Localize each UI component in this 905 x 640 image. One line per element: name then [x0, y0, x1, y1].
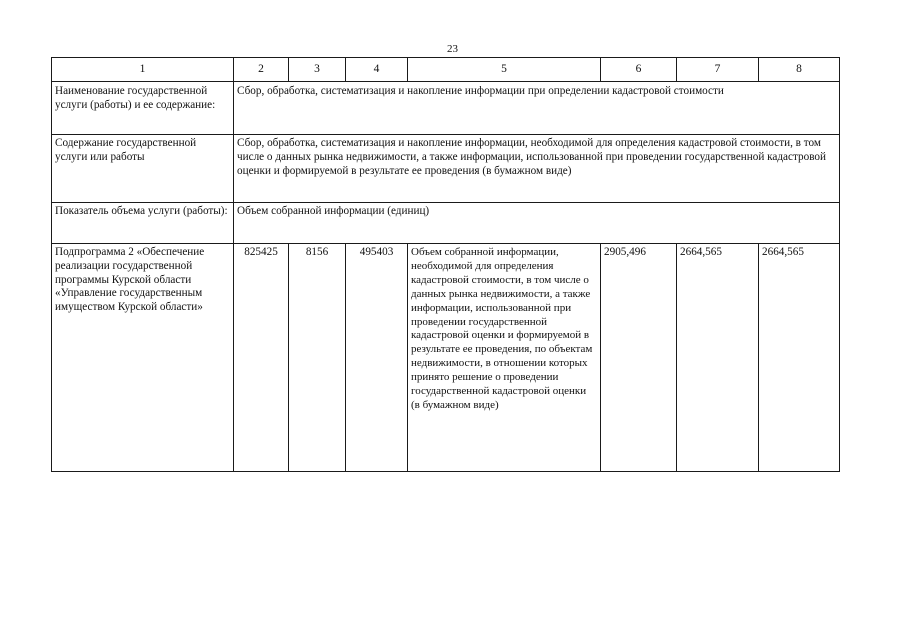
cell-col-3: 8156 [289, 244, 346, 472]
row-value: Сбор, обработка, систематизация и накопление информации при определении кадастровой стоимости [234, 82, 840, 135]
cell-col-2: 825425 [234, 244, 289, 472]
row-label: Содержание государственной услуги или работы [52, 135, 234, 203]
header-cell: 1 [52, 58, 234, 82]
page-number: 23 [447, 43, 458, 55]
table-row-subprogram [52, 244, 840, 472]
row-value: Объем собранной информации (единиц) [234, 203, 840, 244]
cell-col-6: 2905,496 [601, 244, 677, 472]
row-label: Показатель объема услуги (работы): [52, 203, 234, 244]
cell-col-5-description: Объем собранной информации, необходимой для определения кадастровой стоимости, в том числе о данных рынка недвижимости, а также информации, использованной при проведении государственной кадастровой оценки и формируемой в результате ее проведения, по объектам недвижимости, в отношении которых принято решение о проведении государственной кадастровой оценки (в бумажном виде) [408, 244, 601, 472]
row-value: Сбор, обработка, систематизация и накопление информации, необходимой для определения кадастровой стоимости, в том числе о данных рынка недвижимости, а также информации, использованной при проведении государственной кадастровой оценки и формируемой в результате ее проведения (в бумажном виде) [234, 135, 840, 203]
row-label: Наименование государственной услуги (работы) и ее содержание: [52, 82, 234, 135]
table-header-row [52, 58, 840, 82]
table-row-service-name [52, 82, 840, 135]
cell-col-7: 2664,565 [677, 244, 759, 472]
header-cell: 4 [346, 58, 408, 82]
cell-col-4: 495403 [346, 244, 408, 472]
header-cell: 5 [408, 58, 601, 82]
header-cell: 8 [759, 58, 840, 82]
row-label: Подпрограмма 2 «Обеспечение реализации государственной программы Курской области «Управление государственным имуществом Курской области» [52, 244, 234, 472]
header-cell: 7 [677, 58, 759, 82]
cell-col-8: 2664,565 [759, 244, 840, 472]
table-row-service-content [52, 135, 840, 203]
header-cell: 6 [601, 58, 677, 82]
data-table [51, 57, 840, 472]
table-row-volume-indicator [52, 203, 840, 244]
header-cell: 3 [289, 58, 346, 82]
header-cell: 2 [234, 58, 289, 82]
